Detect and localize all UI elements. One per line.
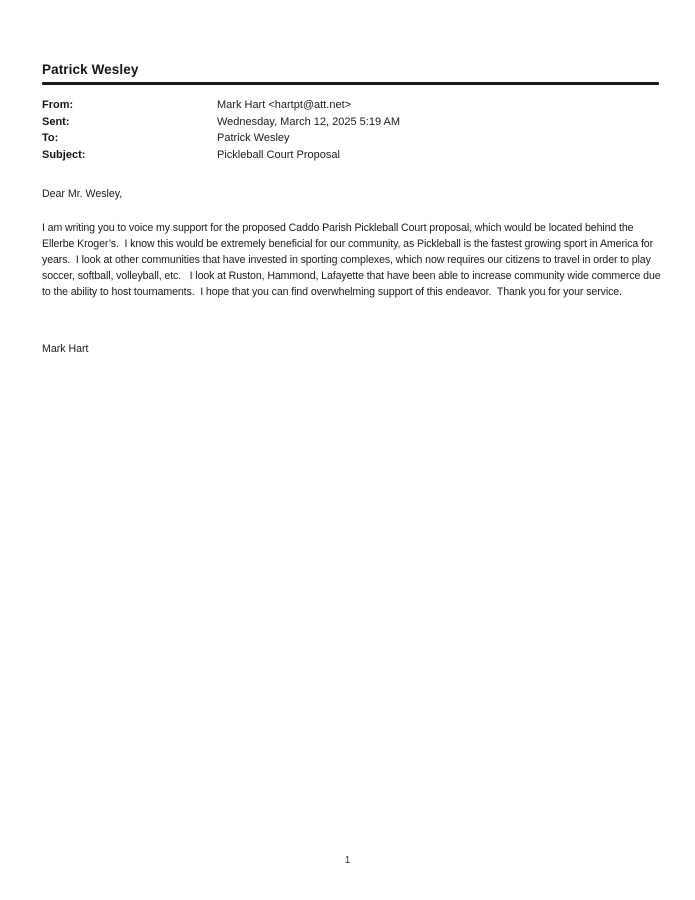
email-greeting: Dear Mr. Wesley,: [42, 188, 123, 200]
to-label: To:: [42, 132, 59, 144]
sent-label: Sent:: [42, 115, 70, 128]
meta-row-sent: [42, 114, 642, 131]
sent-value: Wednesday, March 12, 2025 5:19 AM: [217, 115, 401, 128]
email-signature: Mark Hart: [42, 343, 89, 355]
meta-row-from: [42, 97, 642, 114]
recipient-header: Patrick Wesley: [42, 62, 139, 77]
subject-label: Subject:: [42, 148, 86, 161]
header-divider-rule: [42, 82, 659, 85]
email-body-paragraph: I am writing you to voice my support for the proposed Caddo Parish Pickleball Court proposal, which would be located behind the Ellerbe Kroger’s. I know this would be extremely beneficial for our community, as Pickleball is the fastest growing sport in America for years. I look at other communities that have invested in sporting complexes, which now requires our citizens to travel in order to play soccer, softball, volleyball, etc. I look at Ruston, Hammond, Lafayette that have been able to increase community wide commerce due to the ability to host tournaments. I hope that you can find overwhelming support of this endeavor. Thank you for your service.: [42, 222, 664, 298]
from-value: Mark Hart <hartpt@att.net>: [217, 99, 352, 111]
subject-value: Pickleball Court Proposal: [217, 148, 340, 161]
meta-row-subject: [42, 147, 642, 164]
to-value: Patrick Wesley: [217, 132, 290, 144]
from-label: From:: [42, 99, 74, 111]
page-number: 1: [344, 855, 351, 866]
meta-row-to: [42, 130, 642, 147]
email-meta-block: [42, 97, 642, 163]
